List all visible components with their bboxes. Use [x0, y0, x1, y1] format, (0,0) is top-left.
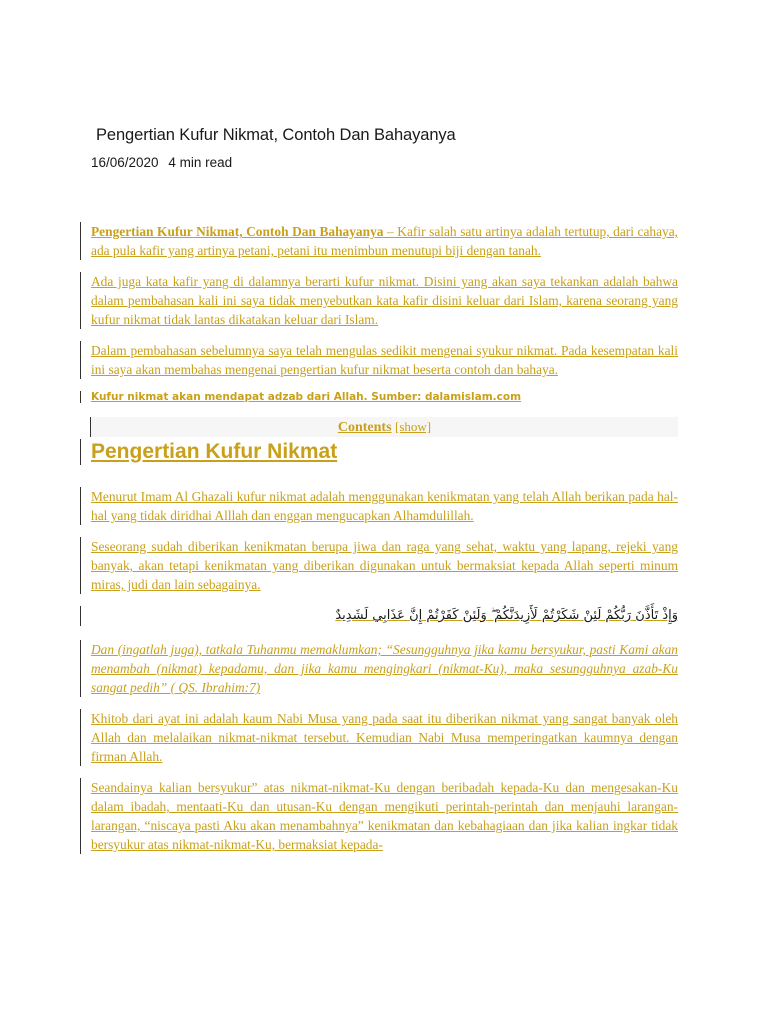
article-meta — [91, 155, 238, 170]
publish-date: 16/06/2020 — [91, 155, 159, 170]
arabic-verse: وَإِذْ تَأَذَّنَ رَبُّكُمْ لَئِنْ شَكَرْتُمْ لَأَزِيدَنَّكُمْ ۖ وَلَئِنْ كَفَرْتُمْ إِنَّ عَذَابِي لَشَدِيدٌ — [80, 606, 678, 626]
article-title: Pengertian Kufur Nikmat, Contoh Dan Bahayanya — [96, 126, 456, 144]
image-caption: Kufur nikmat akan mendapat adzab dari Allah. Sumber: dalamislam.com — [80, 391, 678, 403]
article-body — [80, 222, 678, 866]
paragraph-3: Dalam pembahasan sebelumnya saya telah mengulas sedikit mengenai syukur nikmat. Pada kesempatan kali ini saya akan membahas mengenai pengertian kufur nikmat beserta contoh dan bahaya. — [80, 341, 678, 379]
verse-translation: Dan (ingatlah juga), tatkala Tuhanmu memaklumkan; “Sesungguhnya jika kamu bersyukur, pasti Kami akan menambah (nikmat) kepadamu, dan jika kamu mengingkari (nikmat-Ku), maka sesungguhnya azab-Ku sangat pedih” ( QS. Ibrahim:7) — [80, 640, 678, 697]
paragraph-4: Menurut Imam Al Ghazali kufur nikmat adalah menggunakan kenikmatan yang telah Allah berikan pada hal-hal yang tidak diridhai Alllah dan enggan mengucapkan Alhamdulillah. — [80, 487, 678, 525]
read-time: 4 min read — [168, 155, 233, 170]
toc-show-toggle[interactable]: [show] — [395, 419, 432, 434]
section-heading: Pengertian Kufur Nikmat — [80, 439, 678, 465]
intro-text: – Kafir salah satu artinya adalah tertutup, dari cahaya, ada pula kafir yang artinya petani, petani itu menimbun menutupi biji dengan tanah. — [91, 224, 679, 258]
paragraph-7: Seandainya kalian bersyukur” atas nikmat-nikmat-Ku dengan beribadah kepada-Ku dan mengesakan-Ku dalam ibadah, mentaati-Ku dan utusan-Ku dengan mengikuti perintah-perintah dan menjauhi larangan-larangan, “niscaya pasti Aku akan menambahnya” kenikmatan dan kebahagiaan dan jika kalian ingkar tidak bersyukur atas nikmat-nikmat-Ku, bermaksiat kepada- — [80, 778, 678, 854]
table-of-contents — [90, 417, 678, 437]
toc-label: Contents — [337, 420, 392, 435]
intro-link[interactable]: Pengertian Kufur Nikmat, Contoh Dan Bahayanya — [91, 224, 384, 239]
paragraph-6: Khitob dari ayat ini adalah kaum Nabi Musa yang pada saat itu diberikan nikmat yang sangat banyak oleh Allah dan melalaikan nikmat-nikmat tersebut. Kemudian Nabi Musa memperingatkan kaumnya dengan firman Allah. — [80, 709, 678, 766]
intro-paragraph — [80, 222, 678, 260]
paragraph-5: Seseorang sudah diberikan kenikmatan berupa jiwa dan raga yang sehat, waktu yang lapang, rejeki yang banyak, akan tetapi kenikmatan yang diberikan digunakan untuk bermaksiat kepada Allah seperti minum miras, judi dan lain sebagainya. — [80, 537, 678, 594]
paragraph-2: Ada juga kata kafir yang di dalamnya berarti kufur nikmat. Disini yang akan saya tekankan adalah bahwa dalam pembahasan kali ini saya tidak menyebutkan kata kafir disini keluar dari Islam, karena seorang yang kufur nikmat tidak lantas dikatakan keluar dari Islam. — [80, 272, 678, 329]
